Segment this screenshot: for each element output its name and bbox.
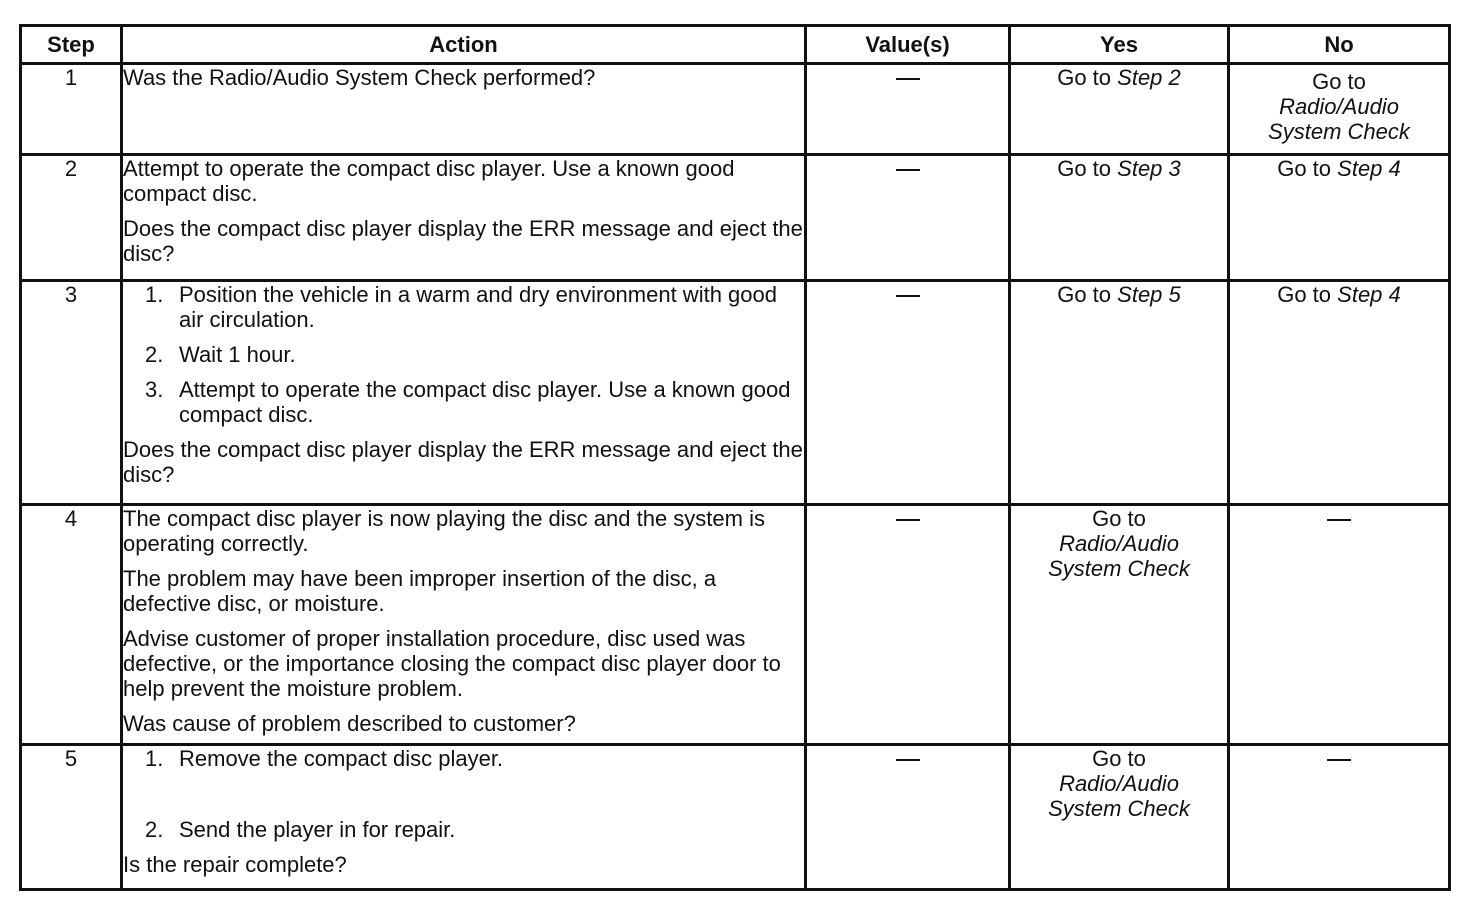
step-number: 3 — [21, 281, 122, 505]
goto-target: System Check — [1048, 556, 1190, 581]
em-dash — [896, 759, 920, 761]
action-question: Was cause of problem described to customer? — [123, 711, 576, 736]
goto-prefix: Go to — [1277, 282, 1332, 307]
yes-cell — [1010, 155, 1229, 281]
step-number: 2 — [21, 155, 122, 281]
value-cell — [806, 281, 1010, 505]
action-steps-list — [123, 746, 804, 842]
em-dash — [896, 169, 920, 171]
goto-target: Step 4 — [1337, 156, 1401, 181]
header-values: Value(s) — [806, 26, 1010, 64]
table-row — [21, 745, 1450, 890]
action-cell — [122, 745, 806, 890]
action-text: The problem may have been improper insertion of the disc, a defective disc, or moisture. — [123, 566, 717, 616]
goto-prefix: Go to — [1057, 282, 1112, 307]
list-item: 1. Position the vehicle in a warm and dry environment with good air circulation. — [145, 282, 777, 332]
value-cell — [806, 505, 1010, 745]
goto-target: Step 2 — [1117, 65, 1181, 90]
goto-target: Step 4 — [1337, 282, 1401, 307]
table-row — [21, 281, 1450, 505]
yes-cell — [1010, 745, 1229, 890]
goto-prefix: Go to — [1092, 506, 1146, 531]
value-cell — [806, 155, 1010, 281]
action-cell — [122, 281, 806, 505]
step-number: 4 — [21, 505, 122, 745]
no-cell — [1229, 281, 1450, 505]
yes-cell — [1010, 505, 1229, 745]
header-no: No — [1229, 26, 1450, 64]
value-cell — [806, 64, 1010, 155]
goto-target: System Check — [1048, 796, 1190, 821]
header-step: Step — [21, 26, 122, 64]
list-item: 2. Send the player in for repair. — [145, 817, 456, 842]
table-row — [21, 155, 1450, 281]
header-row — [21, 26, 1450, 64]
action-question: Does the compact disc player display the ERR message and eject the disc? — [123, 216, 803, 266]
goto-prefix: Go to — [1092, 746, 1146, 771]
goto-target: Radio/Audio — [1279, 94, 1399, 119]
list-item: 1. Remove the compact disc player. — [145, 746, 504, 771]
action-text: Advise customer of proper installation procedure, disc used was defective, or the importance closing the compact disc player door to help prevent the moisture problem. — [123, 626, 781, 701]
goto-target: Step 3 — [1117, 156, 1181, 181]
em-dash — [896, 519, 920, 521]
list-item: 2. Wait 1 hour. — [145, 342, 296, 367]
no-cell — [1229, 155, 1450, 281]
action-question: Was the Radio/Audio System Check performed? — [123, 65, 596, 90]
step-number: 1 — [21, 64, 122, 155]
em-dash — [896, 295, 920, 297]
yes-cell — [1010, 281, 1229, 505]
goto-prefix: Go to — [1057, 65, 1112, 90]
em-dash — [1327, 759, 1351, 761]
em-dash — [896, 78, 920, 80]
yes-cell — [1010, 64, 1229, 155]
goto-prefix: Go to — [1277, 156, 1332, 181]
goto-target: System Check — [1268, 119, 1410, 144]
no-cell — [1229, 745, 1450, 890]
action-question: Does the compact disc player display the ERR message and eject the disc? — [123, 437, 803, 487]
diagnostic-table — [19, 24, 1451, 891]
action-steps-list — [123, 282, 804, 427]
goto-target: Step 5 — [1117, 282, 1181, 307]
goto-target: Radio/Audio — [1059, 771, 1179, 796]
table-row — [21, 505, 1450, 745]
table-row — [21, 64, 1450, 155]
em-dash — [1327, 519, 1351, 521]
action-question: Is the repair complete? — [123, 852, 347, 877]
goto-prefix: Go to — [1312, 69, 1366, 94]
action-cell — [122, 505, 806, 745]
goto-target: Radio/Audio — [1059, 531, 1179, 556]
value-cell — [806, 745, 1010, 890]
step-number: 5 — [21, 745, 122, 890]
list-item: 3. Attempt to operate the compact disc player. Use a known good compact disc. — [145, 377, 791, 427]
no-cell — [1229, 64, 1450, 155]
header-action: Action — [122, 26, 806, 64]
header-yes: Yes — [1010, 26, 1229, 64]
no-cell — [1229, 505, 1450, 745]
action-cell — [122, 64, 806, 155]
action-cell — [122, 155, 806, 281]
goto-prefix: Go to — [1057, 156, 1112, 181]
action-text: The compact disc player is now playing the disc and the system is operating correctly. — [123, 506, 765, 556]
action-text: Attempt to operate the compact disc player. Use a known good compact disc. — [123, 156, 735, 206]
